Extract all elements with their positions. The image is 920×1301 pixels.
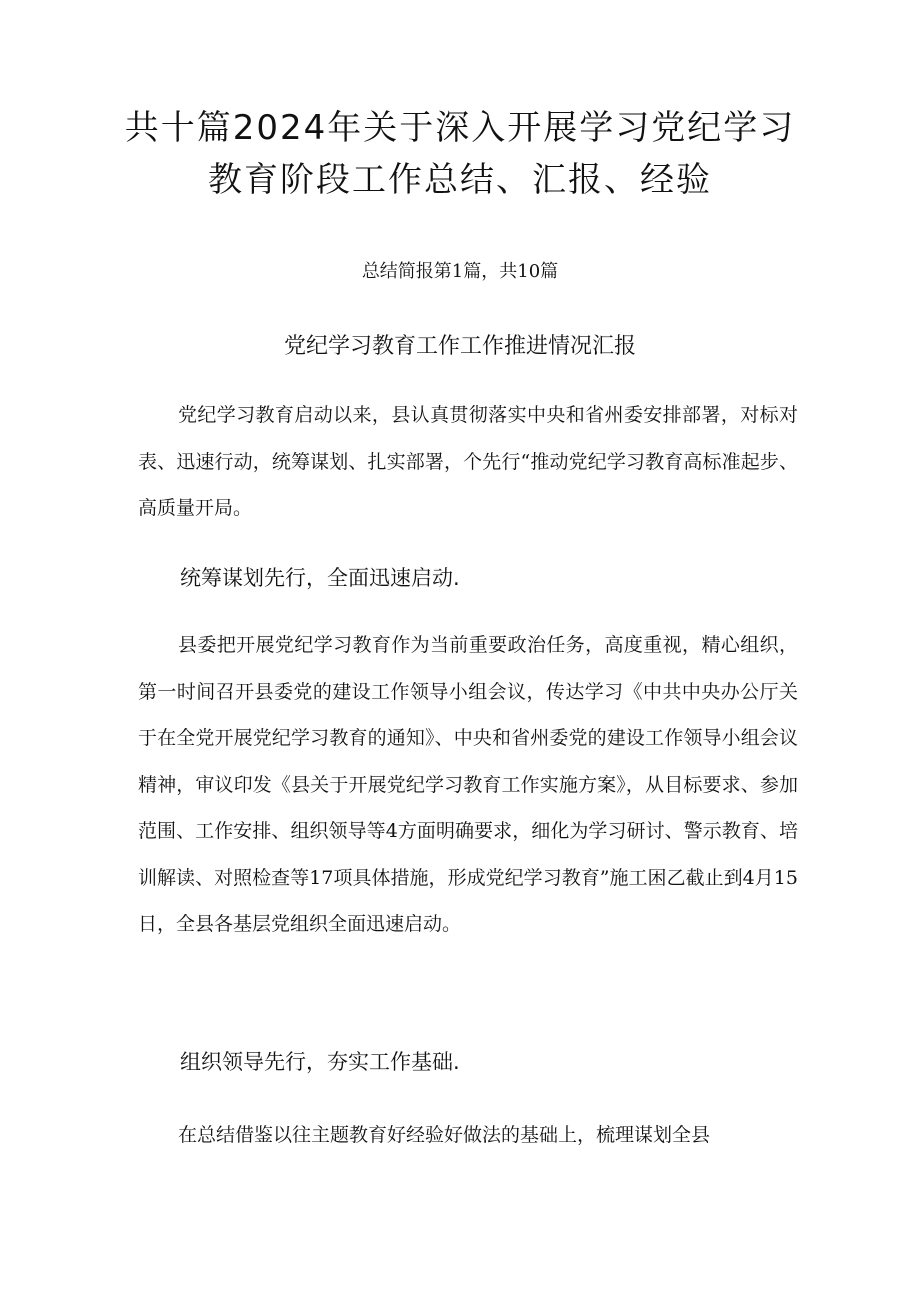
section-heading-1: 统筹谋划先行，全面迅速启动. [180,566,460,590]
paragraph-section-2: 在总结借鉴以往主题教育好经验好做法的基础上，梳理谋划全县 [178,1124,711,1146]
report-heading: 党纪学习教育工作工作推进情况汇报 [283,334,636,359]
paragraph-intro: 党纪学习教育启动以来，县认真贯彻落实中央和省州委安排部署，对标对表、迅速行动，统筹谋划、扎实部署，个先行“推动党纪学习教育高标准起步、高质量开局。 [138,404,798,519]
document-subtitle: 总结简报第1篇，共10篇 [361,261,559,282]
section-heading-2: 组织领导先行，夯实工作基础. [180,1050,460,1074]
paragraph-section-1: 县委把开展党纪学习教育作为当前重要政治任务，高度重视，精心组织，第一时间召开县委党的建设工作领导小组会议，传达学习《中共中央办公厅关于在全党开展党纪学习教育的通知》、中央和省州委党的建设工作领导小组会议精神，审议印发《县关于开展党纪学习教育工作实施方案》，从目标要求、参加范围、工作安排、组织领导等4方面明确要求，细化为学习研讨、警示教育、培训解读、对照检查等17项具体措施，形成党纪学习教育”施工困乙截止到4月15日，全县各基层党组织全面迅速启动。 [138,634,798,935]
document-title-line-1: 共十篇2024年关于深入开展学习党纪学习 [124,108,796,148]
document-title-line-2: 教育阶段工作总结、汇报、经验 [208,160,712,200]
